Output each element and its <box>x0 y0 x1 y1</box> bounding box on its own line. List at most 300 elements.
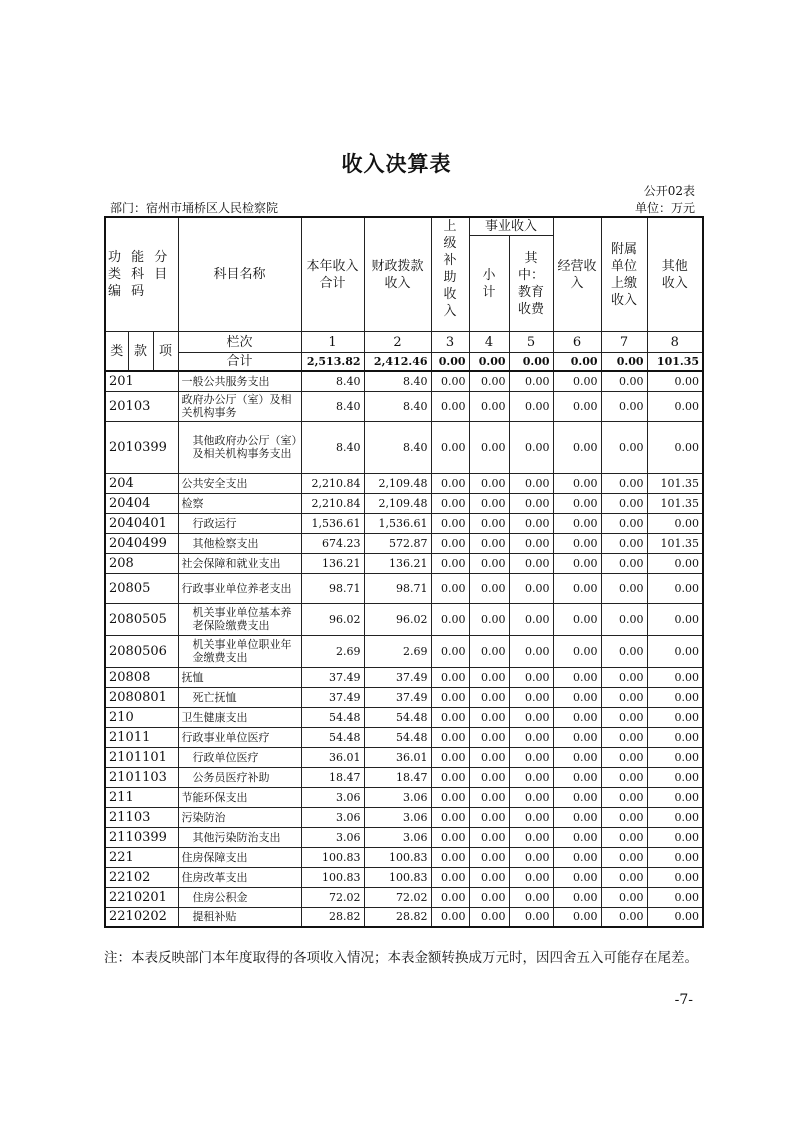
subject-code: 211 <box>105 787 178 807</box>
column-no: 5 <box>509 332 553 353</box>
total-value: 0.00 <box>469 353 509 372</box>
amount-cell: 0.00 <box>553 787 601 807</box>
amount-cell: 2,109.48 <box>364 493 431 513</box>
amount-cell: 36.01 <box>301 747 364 767</box>
subject-code: 20103 <box>105 391 178 421</box>
amount-cell: 0.00 <box>647 827 703 847</box>
amount-cell: 0.00 <box>509 867 553 887</box>
amount-cell: 0.00 <box>431 513 469 533</box>
amount-cell: 1,536.61 <box>364 513 431 533</box>
amount-cell: 54.48 <box>364 707 431 727</box>
amount-cell: 0.00 <box>509 553 553 573</box>
subject-code: 2101101 <box>105 747 178 767</box>
amount-cell: 3.06 <box>301 827 364 847</box>
amount-cell: 0.00 <box>431 573 469 603</box>
table-row <box>105 727 703 747</box>
amount-cell: 0.00 <box>431 907 469 927</box>
table-row <box>105 907 703 927</box>
amount-cell: 0.00 <box>431 391 469 421</box>
subject-name: 住房保障支出 <box>178 847 301 867</box>
amount-cell: 0.00 <box>431 887 469 907</box>
amount-cell: 0.00 <box>469 887 509 907</box>
subject-code: 208 <box>105 553 178 573</box>
amount-cell: 0.00 <box>553 533 601 553</box>
amount-cell: 28.82 <box>364 907 431 927</box>
amount-cell: 0.00 <box>469 807 509 827</box>
amount-cell: 0.00 <box>553 847 601 867</box>
amount-cell: 0.00 <box>469 827 509 847</box>
subject-code: 20805 <box>105 573 178 603</box>
amount-cell: 0.00 <box>553 513 601 533</box>
amount-cell: 0.00 <box>509 827 553 847</box>
amount-cell: 0.00 <box>509 493 553 513</box>
table-row <box>105 473 703 493</box>
column-no: 3 <box>431 332 469 353</box>
column-no: 7 <box>601 332 647 353</box>
subject-name: 住房改革支出 <box>178 867 301 887</box>
amount-cell: 0.00 <box>509 533 553 553</box>
amount-cell: 0.00 <box>509 667 553 687</box>
amount-cell: 3.06 <box>364 787 431 807</box>
amount-cell: 101.35 <box>647 473 703 493</box>
subject-name: 其他检察支出 <box>178 533 301 553</box>
amount-cell: 0.00 <box>647 513 703 533</box>
amount-cell: 37.49 <box>364 687 431 707</box>
amount-cell: 0.00 <box>469 533 509 553</box>
amount-cell: 0.00 <box>469 767 509 787</box>
amount-cell: 0.00 <box>647 907 703 927</box>
amount-cell: 0.00 <box>431 553 469 573</box>
subject-code: 2040499 <box>105 533 178 553</box>
subject-code: 2040401 <box>105 513 178 533</box>
amount-cell: 0.00 <box>601 847 647 867</box>
table-row <box>105 787 703 807</box>
amount-cell: 0.00 <box>509 747 553 767</box>
amount-cell: 0.00 <box>553 707 601 727</box>
amount-cell: 0.00 <box>647 667 703 687</box>
amount-cell: 0.00 <box>601 827 647 847</box>
superior-subsidy-header: 上级补助收入 <box>431 217 469 332</box>
amount-cell: 0.00 <box>601 371 647 391</box>
amount-cell: 0.00 <box>431 767 469 787</box>
amount-cell: 0.00 <box>509 573 553 603</box>
amount-cell: 0.00 <box>469 513 509 533</box>
amount-cell: 98.71 <box>364 573 431 603</box>
amount-cell: 0.00 <box>601 573 647 603</box>
subject-code: 2080506 <box>105 635 178 667</box>
amount-cell: 100.83 <box>301 867 364 887</box>
subject-code: 2010399 <box>105 421 178 473</box>
amount-cell: 0.00 <box>647 553 703 573</box>
amount-cell: 0.00 <box>431 727 469 747</box>
amount-cell: 0.00 <box>469 867 509 887</box>
subject-code: 204 <box>105 473 178 493</box>
table-row <box>105 603 703 635</box>
amount-cell: 0.00 <box>469 707 509 727</box>
amount-cell: 0.00 <box>647 421 703 473</box>
table-row <box>105 707 703 727</box>
amount-cell: 0.00 <box>431 827 469 847</box>
fiscal-income-header: 财政拨款收入 <box>364 217 431 332</box>
business-edu-header: 其中：教育收费 <box>509 236 553 332</box>
amount-cell: 0.00 <box>647 887 703 907</box>
amount-cell: 8.40 <box>364 391 431 421</box>
amount-cell: 0.00 <box>431 667 469 687</box>
amount-cell: 0.00 <box>647 573 703 603</box>
subject-code: 20808 <box>105 667 178 687</box>
amount-cell: 0.00 <box>431 533 469 553</box>
subject-code: 21103 <box>105 807 178 827</box>
lei-header: 类 <box>105 332 128 372</box>
amount-cell: 0.00 <box>553 473 601 493</box>
amount-cell: 0.00 <box>601 603 647 635</box>
amount-cell: 0.00 <box>647 687 703 707</box>
subject-name: 其他政府办公厅（室）及相关机构事务支出 <box>178 421 301 473</box>
amount-cell: 3.06 <box>364 827 431 847</box>
table-row <box>105 493 703 513</box>
amount-cell: 1,536.61 <box>301 513 364 533</box>
amount-cell: 3.06 <box>301 807 364 827</box>
table-row <box>105 553 703 573</box>
footnote: 注：本表反映部门本年度取得的各项收入情况；本表金额转换成万元时，因四舍五入可能存在尾差。 <box>104 950 698 966</box>
amount-cell: 3.06 <box>301 787 364 807</box>
amount-cell: 0.00 <box>469 907 509 927</box>
amount-cell: 0.00 <box>469 727 509 747</box>
amount-cell: 2,210.84 <box>301 473 364 493</box>
amount-cell: 0.00 <box>601 533 647 553</box>
page-title: 收入决算表 <box>341 152 452 176</box>
subject-name: 社会保障和就业支出 <box>178 553 301 573</box>
amount-cell: 0.00 <box>509 707 553 727</box>
amount-cell: 0.00 <box>553 603 601 635</box>
amount-cell: 3.06 <box>364 807 431 827</box>
operating-income-header: 经营收入 <box>553 217 601 332</box>
amount-cell: 0.00 <box>509 635 553 667</box>
amount-cell: 0.00 <box>469 747 509 767</box>
subject-name: 检察 <box>178 493 301 513</box>
amount-cell: 0.00 <box>431 787 469 807</box>
amount-cell: 0.00 <box>601 707 647 727</box>
total-income-header: 本年收入合计 <box>301 217 364 332</box>
subject-name: 行政运行 <box>178 513 301 533</box>
total-row <box>105 353 703 372</box>
amount-cell: 0.00 <box>647 707 703 727</box>
column-no: 2 <box>364 332 431 353</box>
subject-name: 其他污染防治支出 <box>178 827 301 847</box>
table-row <box>105 807 703 827</box>
table-row <box>105 827 703 847</box>
amount-cell: 8.40 <box>301 371 364 391</box>
amount-cell: 37.49 <box>301 667 364 687</box>
table-row <box>105 887 703 907</box>
amount-cell: 0.00 <box>469 847 509 867</box>
kuan-header: 款 <box>128 332 153 372</box>
amount-cell: 0.00 <box>469 603 509 635</box>
amount-cell: 0.00 <box>553 635 601 667</box>
amount-cell: 0.00 <box>553 553 601 573</box>
amount-cell: 0.00 <box>601 887 647 907</box>
amount-cell: 0.00 <box>431 493 469 513</box>
table-row <box>105 371 703 391</box>
amount-cell: 0.00 <box>601 807 647 827</box>
amount-cell: 0.00 <box>431 807 469 827</box>
form-number: 公开02表 <box>643 184 695 198</box>
amount-cell: 0.00 <box>553 827 601 847</box>
table-row <box>105 847 703 867</box>
amount-cell: 0.00 <box>647 787 703 807</box>
amount-cell: 136.21 <box>301 553 364 573</box>
table-row <box>105 391 703 421</box>
subject-code: 221 <box>105 847 178 867</box>
amount-cell: 0.00 <box>431 687 469 707</box>
amount-cell: 0.00 <box>431 421 469 473</box>
amount-cell: 0.00 <box>509 887 553 907</box>
subject-code: 2101103 <box>105 767 178 787</box>
amount-cell: 0.00 <box>647 603 703 635</box>
amount-cell: 8.40 <box>364 421 431 473</box>
amount-cell: 0.00 <box>469 493 509 513</box>
amount-cell: 0.00 <box>469 371 509 391</box>
amount-cell: 8.40 <box>364 371 431 391</box>
column-no: 4 <box>469 332 509 353</box>
amount-cell: 0.00 <box>553 767 601 787</box>
subject-name: 污染防治 <box>178 807 301 827</box>
amount-cell: 37.49 <box>364 667 431 687</box>
amount-cell: 0.00 <box>553 887 601 907</box>
amount-cell: 2.69 <box>301 635 364 667</box>
amount-cell: 0.00 <box>431 867 469 887</box>
table-row <box>105 513 703 533</box>
subject-code: 22102 <box>105 867 178 887</box>
total-value: 0.00 <box>431 353 469 372</box>
amount-cell: 0.00 <box>469 573 509 603</box>
subject-name: 机关事业单位职业年金缴费支出 <box>178 635 301 667</box>
amount-cell: 0.00 <box>509 473 553 493</box>
amount-cell: 2,109.48 <box>364 473 431 493</box>
amount-cell: 18.47 <box>301 767 364 787</box>
amount-cell: 0.00 <box>509 603 553 635</box>
column-no: 8 <box>647 332 703 353</box>
amount-cell: 0.00 <box>509 391 553 421</box>
subject-name: 节能环保支出 <box>178 787 301 807</box>
amount-cell: 0.00 <box>553 573 601 603</box>
amount-cell: 0.00 <box>601 867 647 887</box>
total-value: 101.35 <box>647 353 703 372</box>
amount-cell: 0.00 <box>509 687 553 707</box>
subject-code: 2110399 <box>105 827 178 847</box>
amount-cell: 136.21 <box>364 553 431 573</box>
amount-cell: 0.00 <box>469 553 509 573</box>
amount-cell: 100.83 <box>301 847 364 867</box>
amount-cell: 54.48 <box>301 727 364 747</box>
amount-cell: 0.00 <box>509 513 553 533</box>
amount-cell: 0.00 <box>553 807 601 827</box>
total-value: 0.00 <box>509 353 553 372</box>
amount-cell: 54.48 <box>364 727 431 747</box>
amount-cell: 28.82 <box>301 907 364 927</box>
amount-cell: 0.00 <box>553 747 601 767</box>
amount-cell: 96.02 <box>364 603 431 635</box>
total-value: 2,513.82 <box>301 353 364 372</box>
amount-cell: 101.35 <box>647 533 703 553</box>
amount-cell: 0.00 <box>509 767 553 787</box>
amount-cell: 0.00 <box>553 687 601 707</box>
amount-cell: 0.00 <box>431 707 469 727</box>
amount-cell: 96.02 <box>301 603 364 635</box>
subject-name: 行政事业单位养老支出 <box>178 573 301 603</box>
amount-cell: 101.35 <box>647 493 703 513</box>
amount-cell: 36.01 <box>364 747 431 767</box>
business-income-header: 事业收入 <box>469 217 553 236</box>
amount-cell: 0.00 <box>509 371 553 391</box>
department-label: 部门：宿州市埇桥区人民检察院 <box>110 201 279 215</box>
amount-cell: 0.00 <box>601 767 647 787</box>
amount-cell: 0.00 <box>509 847 553 867</box>
income-table <box>104 216 704 928</box>
column-no-label: 栏次 <box>178 332 301 353</box>
table-row <box>105 635 703 667</box>
amount-cell: 0.00 <box>647 847 703 867</box>
subject-name: 机关事业单位基本养老保险缴费支出 <box>178 603 301 635</box>
amount-cell: 100.83 <box>364 867 431 887</box>
amount-cell: 0.00 <box>647 807 703 827</box>
amount-cell: 0.00 <box>647 727 703 747</box>
amount-cell: 572.87 <box>364 533 431 553</box>
subject-name: 卫生健康支出 <box>178 707 301 727</box>
amount-cell: 2,210.84 <box>301 493 364 513</box>
total-value: 0.00 <box>553 353 601 372</box>
subject-code: 2210201 <box>105 887 178 907</box>
subject-name: 住房公积金 <box>178 887 301 907</box>
amount-cell: 0.00 <box>509 727 553 747</box>
amount-cell: 0.00 <box>553 727 601 747</box>
amount-cell: 0.00 <box>469 421 509 473</box>
subject-name: 行政事业单位医疗 <box>178 727 301 747</box>
total-label: 合计 <box>178 353 301 372</box>
amount-cell: 72.02 <box>364 887 431 907</box>
amount-cell: 0.00 <box>469 787 509 807</box>
header-row-1 <box>105 217 703 236</box>
amount-cell: 8.40 <box>301 421 364 473</box>
subject-code: 201 <box>105 371 178 391</box>
amount-cell: 0.00 <box>553 867 601 887</box>
amount-cell: 0.00 <box>553 667 601 687</box>
column-number-row <box>105 332 703 353</box>
amount-cell: 0.00 <box>469 635 509 667</box>
total-value: 2,412.46 <box>364 353 431 372</box>
amount-cell: 0.00 <box>647 867 703 887</box>
amount-cell: 0.00 <box>601 493 647 513</box>
amount-cell: 0.00 <box>431 371 469 391</box>
amount-cell: 0.00 <box>469 391 509 421</box>
amount-cell: 0.00 <box>601 391 647 421</box>
amount-cell: 0.00 <box>553 391 601 421</box>
amount-cell: 0.00 <box>601 667 647 687</box>
amount-cell: 18.47 <box>364 767 431 787</box>
amount-cell: 0.00 <box>647 391 703 421</box>
amount-cell: 0.00 <box>647 747 703 767</box>
amount-cell: 2.69 <box>364 635 431 667</box>
subject-name: 政府办公厅（室）及相关机构事务 <box>178 391 301 421</box>
amount-cell: 0.00 <box>469 667 509 687</box>
amount-cell: 0.00 <box>509 421 553 473</box>
amount-cell: 0.00 <box>431 847 469 867</box>
amount-cell: 0.00 <box>431 635 469 667</box>
amount-cell: 0.00 <box>469 473 509 493</box>
amount-cell: 100.83 <box>364 847 431 867</box>
amount-cell: 0.00 <box>601 687 647 707</box>
subject-name: 抚恤 <box>178 667 301 687</box>
subject-code: 210 <box>105 707 178 727</box>
amount-cell: 98.71 <box>301 573 364 603</box>
amount-cell: 0.00 <box>431 603 469 635</box>
amount-cell: 0.00 <box>553 907 601 927</box>
table-row <box>105 421 703 473</box>
amount-cell: 0.00 <box>469 687 509 707</box>
affiliate-income-header: 附属单位上缴收入 <box>601 217 647 332</box>
amount-cell: 72.02 <box>301 887 364 907</box>
subject-code: 2080505 <box>105 603 178 635</box>
amount-cell: 0.00 <box>647 767 703 787</box>
business-subtotal-header: 小计 <box>469 236 509 332</box>
column-no: 1 <box>301 332 364 353</box>
amount-cell: 0.00 <box>601 907 647 927</box>
amount-cell: 37.49 <box>301 687 364 707</box>
subject-name: 行政单位医疗 <box>178 747 301 767</box>
amount-cell: 0.00 <box>431 747 469 767</box>
total-value: 0.00 <box>601 353 647 372</box>
subject-name: 公共安全支出 <box>178 473 301 493</box>
code-header: 功 能 分 类 科 目 编 码 <box>105 217 178 332</box>
amount-cell: 0.00 <box>431 473 469 493</box>
amount-cell: 0.00 <box>601 747 647 767</box>
subject-name: 公务员医疗补助 <box>178 767 301 787</box>
subject-code: 2210202 <box>105 907 178 927</box>
other-income-header: 其他收入 <box>647 217 703 332</box>
column-no: 6 <box>553 332 601 353</box>
table-row <box>105 533 703 553</box>
subject-name: 一般公共服务支出 <box>178 371 301 391</box>
xiang-header: 项 <box>153 332 178 372</box>
table-row <box>105 767 703 787</box>
subject-code: 21011 <box>105 727 178 747</box>
table-row <box>105 573 703 603</box>
amount-cell: 0.00 <box>647 635 703 667</box>
name-header: 科目名称 <box>178 217 301 332</box>
amount-cell: 0.00 <box>647 371 703 391</box>
amount-cell: 0.00 <box>601 727 647 747</box>
unit-label: 单位：万元 <box>634 201 695 215</box>
amount-cell: 0.00 <box>601 421 647 473</box>
amount-cell: 8.40 <box>301 391 364 421</box>
amount-cell: 0.00 <box>509 807 553 827</box>
amount-cell: 0.00 <box>509 787 553 807</box>
subject-name: 死亡抚恤 <box>178 687 301 707</box>
amount-cell: 0.00 <box>601 787 647 807</box>
table-row <box>105 687 703 707</box>
table-row <box>105 747 703 767</box>
table-row <box>105 667 703 687</box>
subject-code: 2080801 <box>105 687 178 707</box>
amount-cell: 54.48 <box>301 707 364 727</box>
page-number: -7- <box>674 992 693 1008</box>
amount-cell: 674.23 <box>301 533 364 553</box>
subject-code: 20404 <box>105 493 178 513</box>
table-row <box>105 867 703 887</box>
amount-cell: 0.00 <box>553 493 601 513</box>
amount-cell: 0.00 <box>601 473 647 493</box>
amount-cell: 0.00 <box>601 635 647 667</box>
